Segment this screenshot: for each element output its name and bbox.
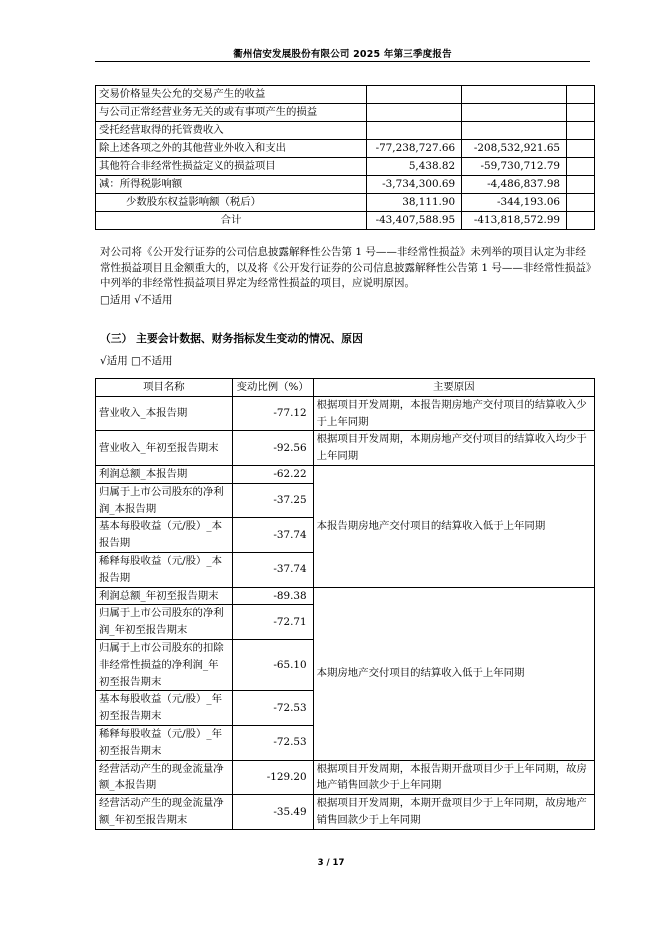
row-item: 受托经营取得的托管费收入 (96, 122, 367, 140)
row-current: 5,438.82 (367, 158, 462, 176)
row-item: 其他符合非经常性损益定义的损益项目 (96, 158, 367, 176)
change-analysis-table (95, 378, 595, 830)
row-ratio: -37.74 (232, 552, 313, 587)
table-row (96, 122, 595, 140)
non-recurring-table (95, 85, 595, 230)
table-row (96, 587, 595, 605)
row-item: 营业收入_本报告期 (96, 396, 233, 431)
row-current (367, 86, 462, 104)
row-reason: 根据项目开发周期，本期房地产交付项目的结算收入均少于上年同期 (313, 431, 594, 466)
row-item: 减：所得税影响额 (96, 176, 367, 194)
paragraph-text: 对公司将《公开发行证券的公司信息披露解释性公告第 1 号——非经常性损益》未列举的项目认定为非经常性损益项目且金额重大的，以及将《公开发行证券的公司信息披露解释性公告第 1 号——非经常性损益》中列举的非经常性损益项目界定为经常性损益的项目，应说明原因。 (100, 246, 592, 289)
row-item: 经营活动产生的现金流量净额_本报告期 (96, 760, 233, 795)
row-item: 经营活动产生的现金流量净额_年初至报告期末 (96, 795, 233, 830)
row-ratio: -62.22 (232, 465, 313, 483)
table-row (96, 396, 595, 431)
row-current: -3,734,300.69 (367, 176, 462, 194)
table-row (96, 795, 595, 830)
row-item: 合计 (96, 212, 367, 230)
applicability-check-2: √适用 □不适用 (100, 355, 173, 367)
row-current: 38,111.90 (367, 194, 462, 212)
row-ytd (462, 122, 567, 140)
table-row (96, 760, 595, 795)
row-note (567, 140, 595, 158)
row-note (567, 104, 595, 122)
row-ytd: -413,818,572.99 (462, 212, 567, 230)
row-ytd (462, 104, 567, 122)
row-current (367, 122, 462, 140)
row-current: -43,407,588.95 (367, 212, 462, 230)
table-row-total (96, 212, 595, 230)
table-header-row (96, 379, 595, 397)
header-item: 项目名称 (96, 379, 233, 397)
row-ratio: -72.53 (232, 725, 313, 760)
row-note (567, 158, 595, 176)
row-item: 营业收入_年初至报告期末 (96, 431, 233, 466)
row-item: 少数股东权益影响额（税后） (96, 194, 367, 212)
table-row (96, 431, 595, 466)
row-ratio: -77.12 (232, 396, 313, 431)
row-ratio: -65.10 (232, 639, 313, 690)
header-ratio: 变动比例（%） (232, 379, 313, 397)
row-note (567, 86, 595, 104)
row-reason: 根据项目开发周期，本期开盘项目少于上年同期，故房地产销售回款少于上年同期 (313, 795, 594, 830)
row-ytd: -208,532,921.65 (462, 140, 567, 158)
row-ytd: -59,730,712.79 (462, 158, 567, 176)
row-item: 归属于上市公司股东的扣除非经常性损益的净利润_年初至报告期末 (96, 639, 233, 690)
table-row (96, 176, 595, 194)
row-item: 稀释每股收益（元/股）_年初至报告期末 (96, 725, 233, 760)
row-item: 归属于上市公司股东的净利润_本报告期 (96, 483, 233, 518)
row-item: 稀释每股收益（元/股）_本报告期 (96, 552, 233, 587)
row-reason: 根据项目开发周期，本报告期房地产交付项目的结算收入少于上年同期 (313, 396, 594, 431)
row-reason: 根据项目开发周期，本报告期开盘项目少于上年同期，故房地产销售回款少于上年同期 (313, 760, 594, 795)
row-ytd (462, 86, 567, 104)
row-ytd: -344,193.06 (462, 194, 567, 212)
row-item: 归属于上市公司股东的净利润_年初至报告期末 (96, 605, 233, 640)
row-ratio: -37.25 (232, 483, 313, 518)
table-row (96, 140, 595, 158)
row-current: -77,238,727.66 (367, 140, 462, 158)
header-divider (95, 61, 590, 62)
row-ratio: -89.38 (232, 587, 313, 605)
row-ratio: -92.56 (232, 431, 313, 466)
row-item: 利润总额_年初至报告期末 (96, 587, 233, 605)
row-ytd: -4,486,837.98 (462, 176, 567, 194)
row-note (567, 212, 595, 230)
row-ratio: -35.49 (232, 795, 313, 830)
table-row (96, 86, 595, 104)
table-row (96, 158, 595, 176)
row-ratio: -129.20 (232, 760, 313, 795)
row-current (367, 104, 462, 122)
page-number: 3 / 17 (317, 858, 345, 868)
table-row (96, 194, 595, 212)
row-item: 除上述各项之外的其他营业外收入和支出 (96, 140, 367, 158)
report-header: 衢州信安发展股份有限公司 2025 年第三季度报告 (233, 49, 452, 60)
row-ratio: -72.71 (232, 605, 313, 640)
row-item: 基本每股收益（元/股）_本报告期 (96, 518, 233, 553)
row-item: 利润总额_本报告期 (96, 465, 233, 483)
row-ratio: -37.74 (232, 518, 313, 553)
header-reason: 主要原因 (313, 379, 594, 397)
applicability-check-1: □适用 √不适用 (100, 294, 173, 306)
merged-reason-current: 本报告期房地产交付项目的结算收入低于上年同期 (313, 465, 594, 587)
table-row (96, 465, 595, 483)
explanation-paragraph (100, 245, 592, 292)
row-ratio: -72.53 (232, 691, 313, 726)
row-note (567, 122, 595, 140)
row-note (567, 194, 595, 212)
table-row (96, 104, 595, 122)
row-note (567, 176, 595, 194)
merged-reason-ytd: 本期房地产交付项目的结算收入低于上年同期 (313, 587, 594, 760)
section-title: （三） 主要会计数据、财务指标发生变动的情况、原因 (100, 332, 363, 345)
row-item: 基本每股收益（元/股）_年初至报告期末 (96, 691, 233, 726)
row-item: 交易价格显失公允的交易产生的收益 (96, 86, 367, 104)
row-item: 与公司正常经营业务无关的或有事项产生的损益 (96, 104, 367, 122)
